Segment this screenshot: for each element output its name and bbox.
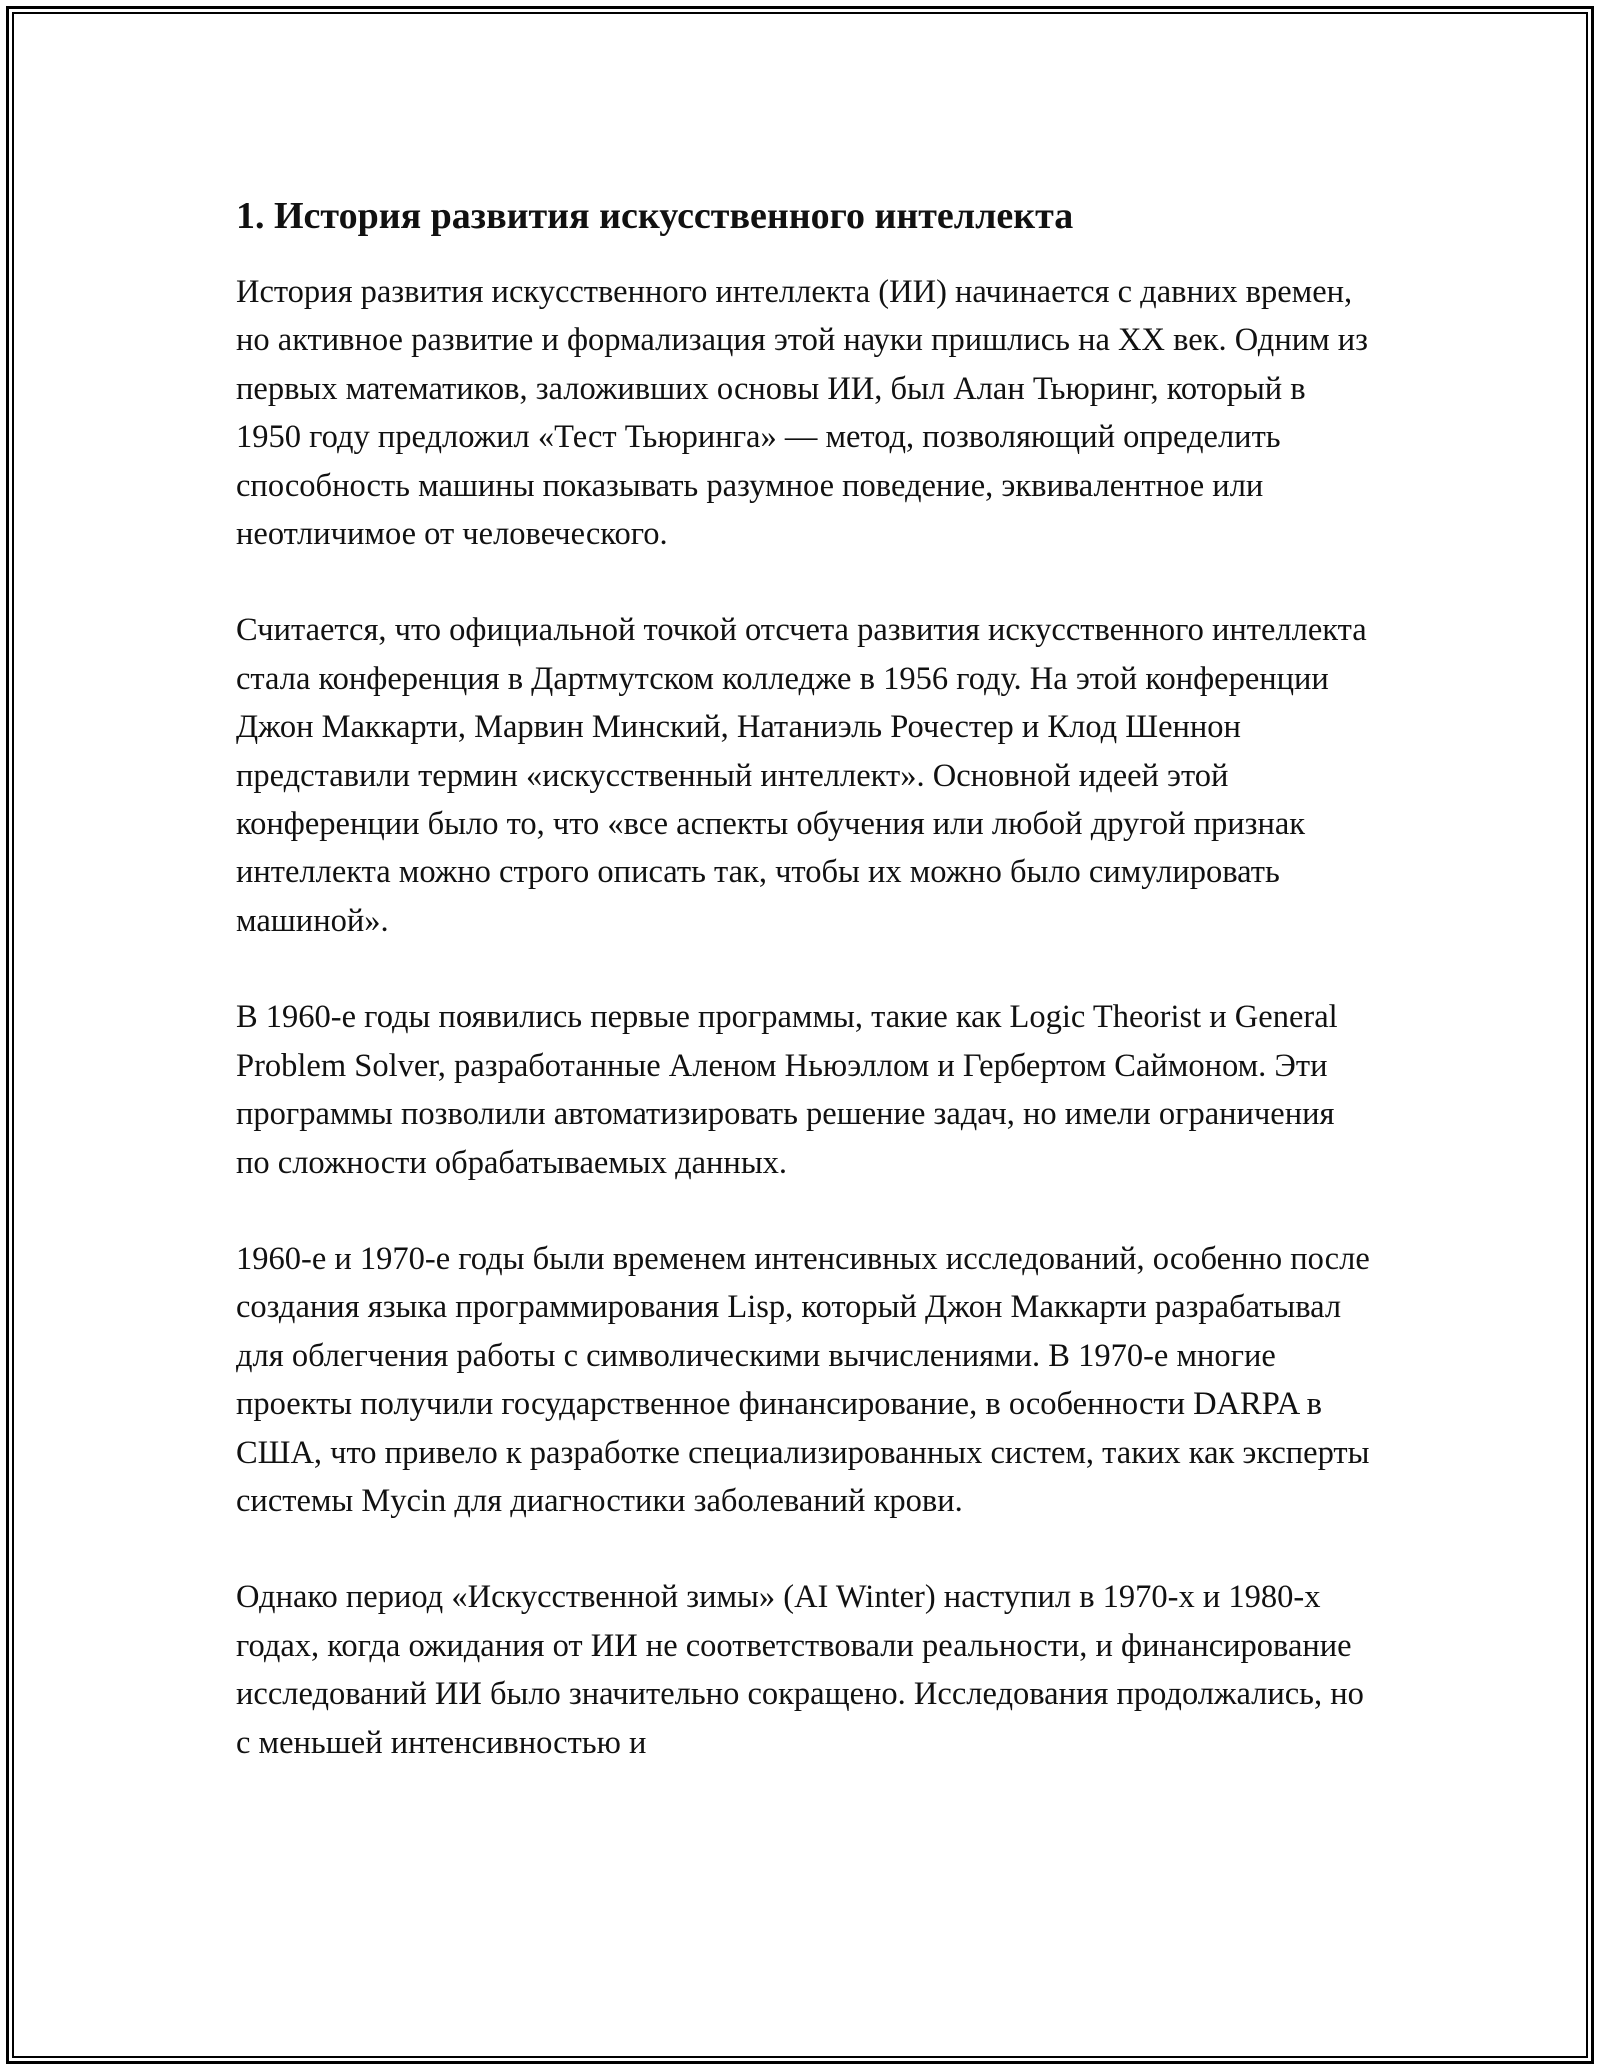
- paragraph-dartmouth: Считается, что официальной точкой отсчета развития искусственного интеллекта стала конференция в Дартмутском колледже в 1956 году. На этой конференции Джон Маккарти, Марвин Минский, Натаниэль Рочестер и Клод Шеннон представили термин «искусственный интеллект». Основной идеей этой конференции было то, что «все аспекты обучения или любой другой признак интеллекта можно строго описать так, чтобы их можно было симулировать машиной».: [236, 612, 1367, 939]
- paragraph-first-programs: В 1960-е годы появились первые программы, такие как Logic Theorist и General Problem Solver, разработанные Аленом Ньюэллом и Гербертом Саймоном. Эти программы позволили автоматизировать решение задач, но имели ограничения по сложности обрабатываемых данных.: [236, 999, 1338, 1181]
- paragraph-ai-winter: Однако период «Искусственной зимы» (AI Winter) наступил в 1970-х и 1980-х годах, когда ожидания от ИИ не соответствовали реальности, и финансирование исследований ИИ было значительно сокращено. Исследования продолжались, но с меньшей интенсивностью и: [236, 1579, 1364, 1761]
- document-body: [236, 188, 1376, 1815]
- paragraph-lisp-darpa: 1960-е и 1970-е годы были временем интенсивных исследований, особенно после создания языка программирования Lisp, который Джон Маккарти разрабатывал для облегчения работы с символическими вычислениями. В 1970-е многие проекты получили государственное финансирование, в особенности DARPA в США, что привело к разработке специализированных систем, таких как эксперты системы Mycin для диагностики заболеваний крови.: [236, 1240, 1370, 1519]
- section-heading: 1. История развития искусственного интеллекта: [236, 195, 1074, 237]
- paragraph-turing: История развития искусственного интеллекта (ИИ) начинается с давних времен, но активное развитие и формализация этой науки пришлись на XX век. Одним из первых математиков, заложивших основы ИИ, был Алан Тьюринг, который в 1950 году предложил «Тест Тьюринга» — метод, позволяющий определить способность машины показывать разумное поведение, эквивалентное или неотличимое от человеческого.: [236, 274, 1369, 553]
